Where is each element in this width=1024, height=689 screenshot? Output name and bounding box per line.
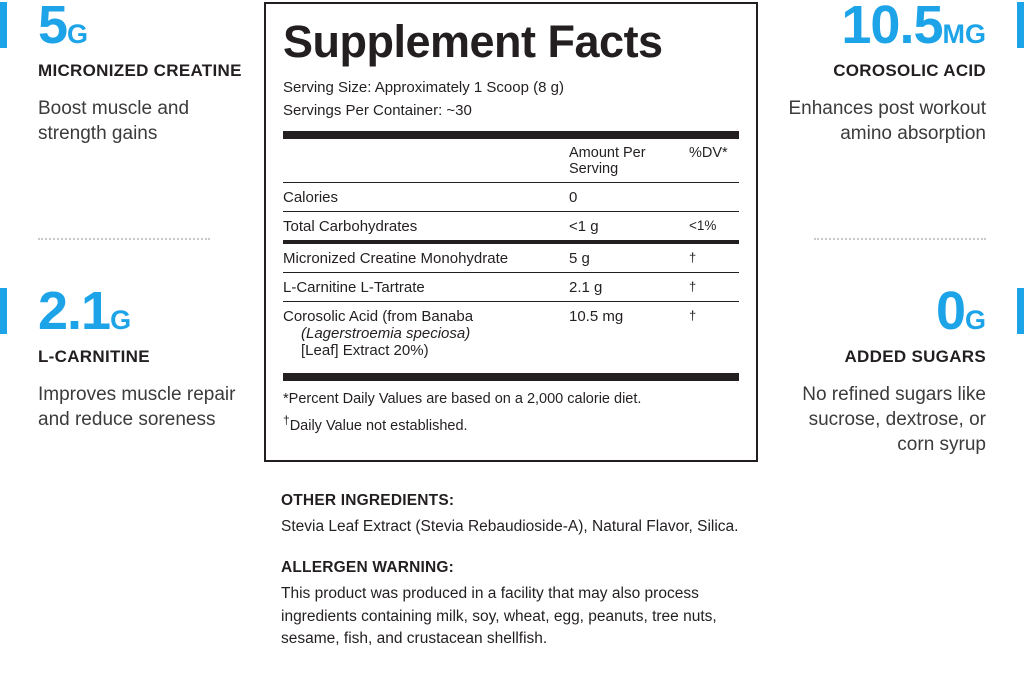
header-percent-dv: %DV* (689, 145, 728, 162)
highlight-value: 2.1 (38, 281, 111, 341)
highlight-unit: G (964, 305, 986, 335)
highlight-value: 5 (38, 0, 68, 55)
highlight-corosolic-acid (774, 0, 1024, 146)
supplement-facts-title: Supplement Facts (283, 16, 663, 67)
table-row (283, 273, 739, 302)
accent-bar-icon (1017, 2, 1024, 48)
highlight-unit: G (110, 305, 132, 335)
rule-thick-bottom (283, 373, 739, 381)
left-highlights-column (0, 0, 250, 689)
highlight-description: No refined sugars like sucrose, dextrose, or corn syrup (802, 383, 986, 455)
highlight-value: 10.5 (841, 0, 943, 55)
highlight-value-row (774, 0, 986, 55)
dagger-icon: † (283, 412, 290, 427)
row-amount: 5 g (569, 250, 590, 268)
accent-bar-icon (1017, 288, 1024, 334)
row-amount: 0 (569, 183, 689, 212)
right-highlights-column (774, 0, 1024, 689)
row-name: Total Carbohydrates (283, 212, 569, 241)
highlight-value-row (38, 0, 250, 55)
row-name: Calories (283, 183, 569, 212)
highlight-description: Boost muscle and strength gains (38, 97, 190, 144)
highlight-description: Enhances post workout amino absorption (788, 97, 986, 144)
accent-bar-icon (0, 2, 7, 48)
row-amount: <1 g (569, 212, 689, 241)
divider-right (814, 238, 986, 240)
divider-left (38, 238, 210, 240)
servings-per-container: Servings Per Container: ~30 (283, 101, 472, 119)
actives-table (283, 244, 739, 364)
highlight-value-row (774, 281, 986, 341)
highlight-l-carnitine (0, 281, 250, 432)
footnote-dagger-text: Daily Value not established. (289, 417, 468, 434)
corosolic-species: (Lagerstroemia speciosa) (301, 325, 471, 343)
row-dv: † (689, 250, 697, 266)
row-dv (689, 183, 739, 212)
table-header-row (283, 139, 739, 183)
row-name: L-Carnitine L-Tartrate (283, 273, 569, 302)
highlight-value: 0 (935, 281, 965, 341)
serving-size: Serving Size: Approximately 1 Scoop (8 g) (283, 79, 564, 97)
highlight-label: ADDED SUGARS (844, 347, 986, 367)
highlight-value-row (38, 281, 250, 341)
corosolic-extract: [Leaf] Extract 20%) (301, 342, 429, 360)
row-name (283, 302, 569, 365)
highlight-creatine (0, 0, 250, 146)
header-blank (283, 139, 569, 183)
rule-thick-top (283, 131, 739, 139)
other-ingredients-heading: OTHER INGREDIENTS: (281, 492, 455, 509)
table-row-corosolic (283, 302, 739, 365)
table-row (283, 183, 739, 212)
highlight-unit: G (67, 19, 89, 49)
row-name: Micronized Creatine Monohydrate (283, 250, 509, 268)
row-amount: 2.1 g (569, 273, 689, 302)
footnote-daily-values: *Percent Daily Values are based on a 2,000 calorie diet. (283, 391, 642, 408)
table-row (283, 212, 739, 241)
supplement-facts-panel (264, 2, 758, 462)
highlight-unit: MG (942, 19, 986, 49)
other-ingredients-text: Stevia Leaf Extract (Stevia Rebaudioside-A), Natural Flavor, Silica. (281, 518, 739, 536)
row-dv: † (689, 302, 739, 365)
corosolic-name: Corosolic Acid (from Banaba (283, 308, 474, 326)
bottom-text-block (281, 490, 751, 669)
allergen-warning-text: This product was produced in a facility that may also process ingredients containing milk, soy, wheat, egg, peanuts, tree nuts, sesame, fish, and crustacean shellfish. (281, 585, 717, 648)
row-dv: † (689, 273, 739, 302)
highlight-label: L-CARNITINE (38, 347, 150, 367)
footnotes (283, 381, 739, 437)
nutrition-table (283, 139, 739, 240)
header-amount-per-serving: Amount Per Serving (569, 145, 646, 178)
highlight-label: MICRONIZED CREATINE (38, 61, 242, 81)
highlight-description: Improves muscle repair and reduce soreness (38, 383, 236, 430)
accent-bar-icon (0, 288, 7, 334)
table-row (283, 244, 739, 273)
allergen-warning-heading: ALLERGEN WARNING: (281, 558, 455, 576)
row-amount: 10.5 mg (569, 302, 689, 365)
row-dv: <1% (689, 212, 739, 241)
highlight-added-sugars (774, 281, 1024, 457)
footnote-dagger (283, 411, 739, 437)
highlight-label: COROSOLIC ACID (833, 61, 986, 81)
